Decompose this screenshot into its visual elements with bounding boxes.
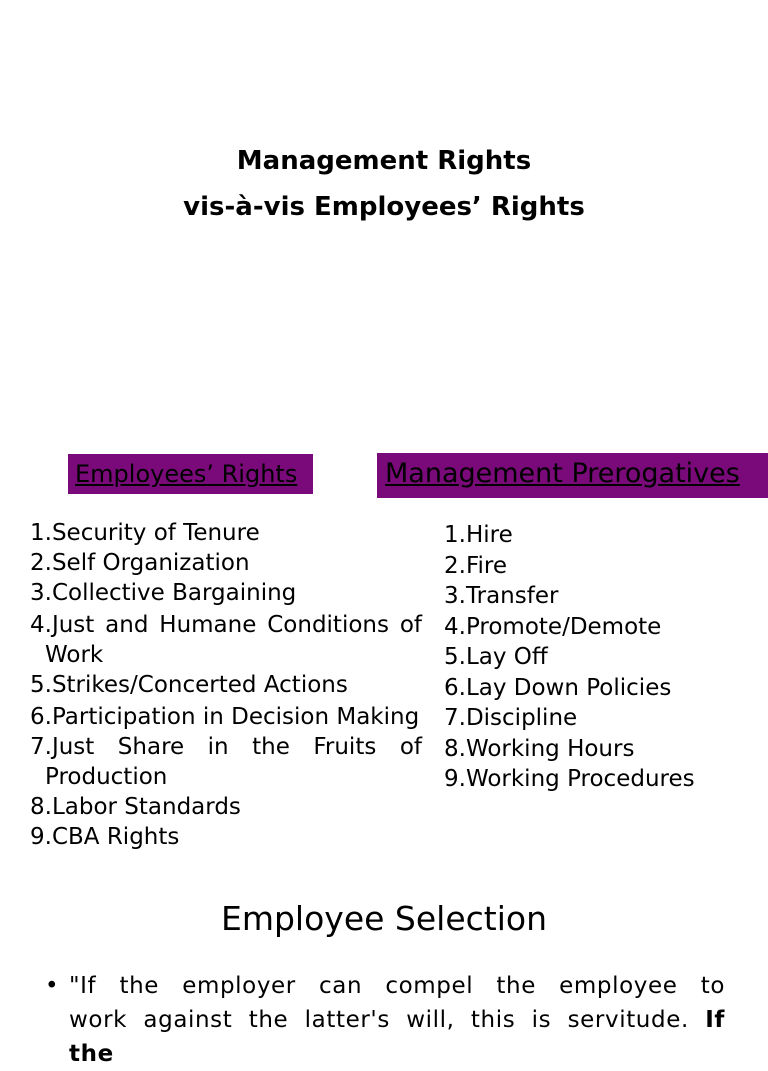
list-item: 3.Collective Bargaining — [30, 580, 297, 606]
list-item: 1.Hire — [444, 522, 513, 548]
list-item: 3.Transfer — [444, 583, 559, 609]
list-item: 4.Promote/Demote — [444, 613, 662, 640]
management-prerogatives-list — [444, 520, 764, 795]
list-item: 4.Just and Humane Conditions of Work — [30, 612, 422, 668]
list-item: 8.Working Hours — [444, 735, 635, 762]
quote-paragraph — [45, 969, 725, 1071]
title-line-2: vis-à-vis Employees’ Rights — [183, 192, 585, 222]
list-item: 5.Strikes/Concerted Actions — [30, 672, 348, 698]
list-item: 2.Self Organization — [30, 550, 250, 576]
list-item: 1.Security of Tenure — [30, 520, 260, 546]
bullet-icon: • — [45, 973, 59, 999]
list-item: 2.Fire — [444, 552, 507, 579]
list-item: 7.Discipline — [444, 705, 578, 731]
quote-bold: If the — [69, 1007, 725, 1067]
list-item: 6.Participation in Decision Making — [30, 704, 420, 730]
quote-text — [69, 969, 725, 1071]
list-item: 6.Lay Down Policies — [444, 674, 672, 701]
list-item: 5.Lay Off — [444, 644, 548, 670]
list-item: 7.Just Share in the Fruits of Production — [30, 734, 422, 790]
section-title: Employee Selection — [220, 899, 547, 938]
list-item: 9.CBA Rights — [30, 824, 180, 850]
title-line-1: Management Rights — [236, 146, 532, 176]
list-item: 8.Labor Standards — [30, 794, 241, 820]
page-title — [0, 138, 768, 230]
list-item: 9.Working Procedures — [444, 766, 695, 792]
employees-rights-heading: Employees’ Rights — [68, 454, 313, 494]
management-prerogatives-heading: Management Prerogatives — [377, 453, 768, 498]
quote-body: "If the employer can compel the employee to work against the latter's will, this is servitude. — [69, 973, 725, 1033]
employees-rights-list — [30, 518, 422, 852]
